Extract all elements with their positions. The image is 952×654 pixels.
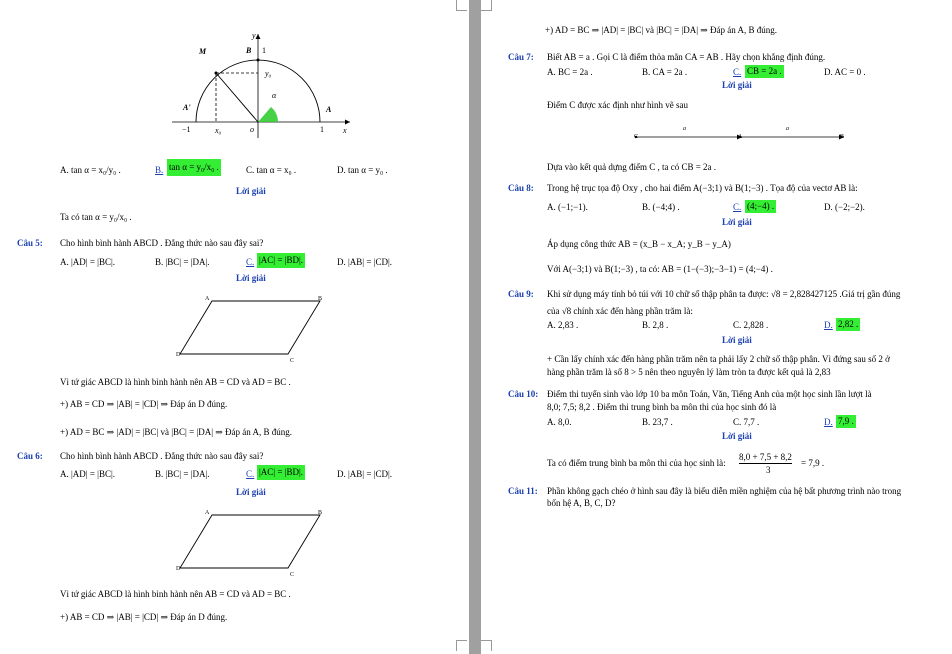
line-point-b: B xyxy=(840,134,845,140)
q8-option-c-letter: C. xyxy=(733,202,742,212)
fig-1-right-label: 1 xyxy=(320,125,324,134)
para2-d: D xyxy=(176,566,181,572)
q10-number: Câu 10: xyxy=(508,389,539,399)
fig-a-label: A xyxy=(326,105,332,114)
q5-text: Cho hình bình hành ABCD . Đẳng thức nào sau đây sai? xyxy=(60,238,264,248)
q9-option-b: B. 2,8 . xyxy=(642,320,669,330)
para2-a: A xyxy=(205,510,210,516)
q8-option-c-answer: (4;−4) . xyxy=(747,201,775,211)
q9-solution-label: Lời giải xyxy=(722,335,752,345)
q10-option-c: C. 7,7 . xyxy=(733,417,760,427)
q5-option-c-answer: |AC| = |BD|. xyxy=(257,253,305,268)
line-point-c: C xyxy=(634,134,639,140)
q6-option-c-answer: |AC| = |BD|. xyxy=(257,465,305,480)
q10-solution-denominator: 3 xyxy=(766,465,771,475)
q6-solution-line-2: +) AB = CD ⇒ |AB| = |CD| ⇒ Đáp án D đúng. xyxy=(60,612,228,622)
para1-d: D xyxy=(176,352,181,358)
q10-solution-result: = 7,9 . xyxy=(801,458,825,468)
para1-a: A xyxy=(205,296,210,302)
q6-text: Cho hình bình hành ABCD . Đẳng thức nào sau đây sai? xyxy=(60,451,264,461)
q7-option-c-letter: C. xyxy=(733,67,742,77)
q8-solution-line-1: Áp dụng công thức AB = (x_B − x_A; y_B − y_A) xyxy=(547,239,731,249)
q4-option-d: D. tan α = y₀ . xyxy=(337,165,388,175)
fig-y0-label: y₀ xyxy=(265,69,272,78)
q5-solution-line-2: +) AB = CD ⇒ |AB| = |CD| ⇒ Đáp án D đúng. xyxy=(60,399,228,409)
q6-solution-line-1: Vì tứ giác ABCD là hình bình hành nên AB = CD và AD = BC . xyxy=(60,589,291,599)
q9-solution-line-1: + Cần lấy chính xác đến hàng phần trăm nên ta phải lấy 2 chữ số thập phân. Vì đứng sau số 2 ở xyxy=(547,354,890,364)
q6-option-a: A. |AD| = |BC|. xyxy=(60,469,116,479)
fig-1-top-label: 1 xyxy=(262,46,266,55)
q4-option-b-answer: tan α = y₀/x₀ . xyxy=(167,159,221,176)
q11-text-line-2: bốn hệ A, B, C, D? xyxy=(547,498,616,508)
q7-solution-line-1: Điểm C được xác định như hình vẽ sau xyxy=(547,100,688,110)
q9-text-line-2: của √8 chính xác đến hàng phần trăm là: xyxy=(547,306,693,316)
parallelogram-figure xyxy=(170,510,330,580)
para2-c: C xyxy=(290,572,295,578)
right-page xyxy=(481,0,952,654)
q6-number: Câu 6: xyxy=(17,451,43,461)
q9-option-d-answer: 2,82 . xyxy=(838,319,859,329)
q5-option-d: D. |AB| = |CD|. xyxy=(337,257,393,267)
q9-number: Câu 9: xyxy=(508,289,534,299)
fig-a-prime-label: A' xyxy=(183,103,191,112)
q7-text: Biết AB = a . Gọi C là điểm thỏa mãn CA = AB . Hãy chọn khẳng định đúng. xyxy=(547,52,826,62)
q9-option-c: C. 2,828 . xyxy=(733,320,769,330)
q6-option-b: B. |BC| = |DA|. xyxy=(155,469,210,479)
q10-option-b: B. 23,7 . xyxy=(642,417,673,427)
para2-b: B xyxy=(318,510,323,516)
fig-alpha-label: α xyxy=(272,91,277,100)
fig-minus1-label: −1 xyxy=(182,125,191,134)
q4-option-a: A. tan α = x₀/y₀ . xyxy=(60,165,121,175)
q5-number: Câu 5: xyxy=(17,238,43,248)
q9-solution-line-2: hàng phần trăm là số 8 > 5 nên theo nguyên lý làm tròn ta được kết quả là 2,83 xyxy=(547,367,831,377)
para1-c: C xyxy=(290,358,295,364)
fig-origin-label: o xyxy=(250,125,254,134)
q10-text-line-2: 8,0; 7,5; 8,2 . Điểm thi trung bình ba môn thi của học sinh đó là xyxy=(547,402,777,412)
para1-b: B xyxy=(318,296,323,302)
q8-option-d: D. (−2;−2). xyxy=(824,202,865,212)
q5-solution-label: Lời giải xyxy=(236,273,266,283)
q4-solution-text: Ta có tan α = y₀/x₀ . xyxy=(60,212,132,222)
q7-option-d: D. AC = 0 . xyxy=(824,67,866,77)
q10-solution-numerator: 8,0 + 7,5 + 8,2 xyxy=(739,452,792,462)
q4-solution-label: Lời giải xyxy=(236,186,266,196)
q7-number: Câu 7: xyxy=(508,52,534,62)
parallelogram-figure xyxy=(170,296,330,366)
q5-solution-line-1: Vì tứ giác ABCD là hình bình hành nên AB = CD và AD = BC . xyxy=(60,377,291,387)
q6-option-c-letter: C. xyxy=(246,469,255,479)
fig-b-label: B xyxy=(246,46,252,55)
fig-y-label: y xyxy=(252,31,256,40)
line-point-a: A xyxy=(738,134,743,140)
q11-text-line-1: Phần không gạch chéo ở hình sau đây là biểu diễn miền nghiệm của hệ bất phương trình nào trong xyxy=(547,486,902,496)
q5-option-a: A. |AD| = |BC|. xyxy=(60,257,116,267)
crop-mark xyxy=(481,0,492,11)
q10-option-d-letter: D. xyxy=(824,417,833,427)
q7-option-a: A. BC = 2a . xyxy=(547,67,593,77)
q10-option-d-answer: 7,9 . xyxy=(838,416,854,426)
q8-number: Câu 8: xyxy=(508,183,534,193)
line-vector-a-2: a xyxy=(786,126,789,132)
q7-option-b: B. CA = 2a . xyxy=(642,67,688,77)
q9-option-a: A. 2,83 . xyxy=(547,320,579,330)
q10-text-line-1: Điểm thi tuyển sinh vào lớp 10 ba môn Toán, Văn, Tiếng Anh của một học sinh lần lượt là xyxy=(547,389,872,399)
q7-solution-line-2: Dựa vào kết quả dựng điểm C , ta có CB = 2a . xyxy=(547,162,717,172)
q4-option-b-letter: B. xyxy=(155,165,164,175)
q8-option-b: B. (−4;4) . xyxy=(642,202,680,212)
q6-solution-label: Lời giải xyxy=(236,487,266,497)
q8-option-a: A. (−1;−1). xyxy=(547,202,588,212)
q10-option-a: A. 8,0. xyxy=(547,417,572,427)
prev-solution-line: +) AD = BC ⇒ |AD| = |BC| và |BC| = |DA| ⇒ Đáp án A, B đúng. xyxy=(545,25,778,35)
crop-mark xyxy=(481,640,492,651)
q8-solution-label: Lời giải xyxy=(722,217,752,227)
q7-solution-label: Lời giải xyxy=(722,80,752,90)
q11-number: Câu 11: xyxy=(508,486,538,496)
crop-mark xyxy=(456,640,467,651)
q5-solution-line-3: +) AD = BC ⇒ |AD| = |BC| và |BC| = |DA| ⇒ Đáp án A, B đúng. xyxy=(60,427,293,437)
q5-option-c-letter: C. xyxy=(246,257,255,267)
crop-mark xyxy=(456,0,467,11)
q8-text: Trong hệ trục tọa độ Oxy , cho hai điểm A(−3;1) và B(1;−3) . Tọa độ của vectơ AB là: xyxy=(547,183,858,193)
q7-option-c-answer: CB = 2a . xyxy=(747,66,782,76)
q9-text-line-1: Khi sử dụng máy tính bỏ túi với 10 chữ số thập phân ta được: √8 = 2,828427125 .Giá trị gần đúng xyxy=(547,289,901,299)
q9-option-d-letter: D. xyxy=(824,320,833,330)
q10-solution-label: Lời giải xyxy=(722,431,752,441)
fig-x-label: x xyxy=(343,126,347,135)
q6-option-d: D. |AB| = |CD|. xyxy=(337,469,393,479)
q5-option-b: B. |BC| = |DA|. xyxy=(155,257,210,267)
q10-solution-prefix: Ta có điểm trung bình ba môn thi của học sinh là: xyxy=(547,458,726,468)
left-page xyxy=(0,0,469,654)
q8-solution-line-2: Với A(−3;1) và B(1;−3) , ta có: AB = (1−(−3);−3−1) = (4;−4) . xyxy=(547,264,773,274)
fig-x0-label: x₀ xyxy=(215,126,222,135)
q4-option-c: C. tan α = x₀ . xyxy=(246,165,297,175)
line-vector-a-1: a xyxy=(683,126,686,132)
fig-m-label: M xyxy=(199,47,207,56)
